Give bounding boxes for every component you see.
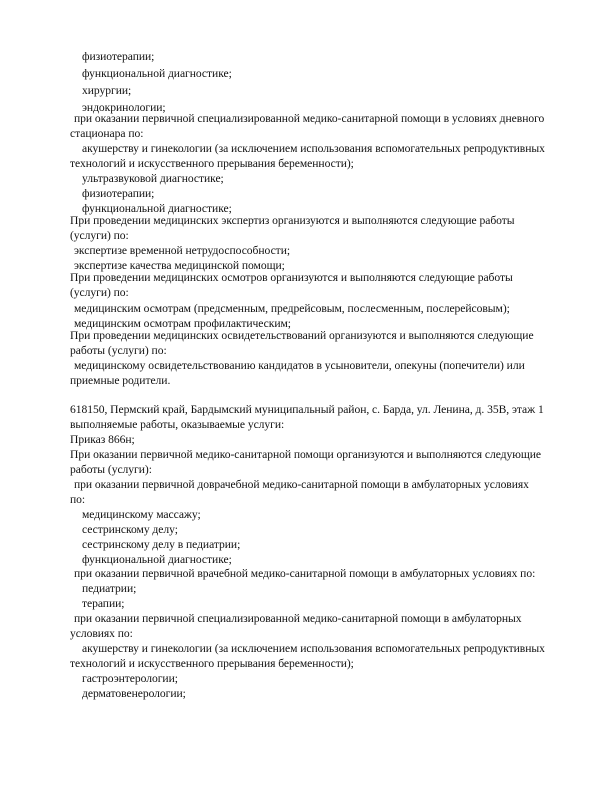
text-line: приемные родители. xyxy=(70,374,171,387)
text-line: При проведении медицинских освидетельствований организуются и выполняются следующие xyxy=(70,329,534,342)
text-line: при оказании первичной врачебной медико-санитарной помощи в амбулаторных условиях по: xyxy=(74,567,536,580)
text-line: экспертизе временной нетрудоспособности; xyxy=(74,244,291,257)
text-line: при оказании первичной специализированной медико-санитарной помощи в амбулаторных xyxy=(74,612,522,625)
text-line: (услуги) по: xyxy=(70,229,129,242)
text-line: акушерству и гинекологии (за исключением использования вспомогательных репродуктивных xyxy=(82,142,545,155)
text-line: технологий и искусственного прерывания беременности); xyxy=(70,157,354,170)
text-line: условиях по: xyxy=(70,627,133,640)
text-line: Приказ 866н; xyxy=(70,433,135,446)
text-line: терапии; xyxy=(82,597,125,610)
text-line: гастроэнтерологии; xyxy=(82,672,178,685)
text-line: при оказании первичной специализированной медико-санитарной помощи в условиях дневного xyxy=(74,112,545,125)
text-line: медицинским осмотрам профилактическим; xyxy=(74,317,291,330)
text-line: функциональной диагностике; xyxy=(82,67,232,80)
text-line: медицинским осмотрам (предсменным, предрейсовым, послесменным, послерейсовым); xyxy=(74,302,510,315)
text-line: сестринскому делу в педиатрии; xyxy=(82,538,241,551)
text-line: работы (услуги) по: xyxy=(70,344,167,357)
text-line: стационара по: xyxy=(70,127,144,140)
text-line: При оказании первичной медико-санитарной помощи организуются и выполняются следующие xyxy=(70,448,541,461)
text-line: экспертизе качества медицинской помощи; xyxy=(74,259,285,272)
text-line: педиатрии; xyxy=(82,582,137,595)
address-line: 618150, Пермский край, Бардымский муниципальный район, с. Барда, ул. Ленина, д. 35В, этаж 1 xyxy=(70,403,544,416)
text-line: при оказании первичной доврачебной медико-санитарной помощи в амбулаторных условиях xyxy=(74,478,529,491)
text-line: При проведении медицинских осмотров организуются и выполняются следующие работы xyxy=(70,271,513,284)
text-line: по: xyxy=(70,493,86,506)
text-line: эндокринологии; xyxy=(82,101,166,114)
text-line: медицинскому освидетельствованию кандидатов в усыновители, опекуны (попечители) или xyxy=(74,359,525,372)
text-line: ультразвуковой диагностике; xyxy=(82,172,224,185)
text-line: технологий и искусственного прерывания беременности); xyxy=(70,657,354,670)
text-line: хирургии; xyxy=(82,84,132,97)
text-line: акушерству и гинекологии (за исключением использования вспомогательных репродуктивных xyxy=(82,642,545,655)
text-line: выполняемые работы, оказываемые услуги: xyxy=(70,418,285,431)
text-line: работы (услуги): xyxy=(70,463,152,476)
text-line: функциональной диагностике; xyxy=(82,202,232,215)
text-line: (услуги) по: xyxy=(70,286,129,299)
text-line: сестринскому делу; xyxy=(82,523,178,536)
text-line: физиотерапии; xyxy=(82,50,155,63)
text-line: функциональной диагностике; xyxy=(82,553,232,566)
text-line: физиотерапии; xyxy=(82,187,155,200)
text-line: дерматовенерологии; xyxy=(82,687,186,700)
text-line: При проведении медицинских экспертиз организуются и выполняются следующие работы xyxy=(70,214,515,227)
text-line: медицинскому массажу; xyxy=(82,508,201,521)
